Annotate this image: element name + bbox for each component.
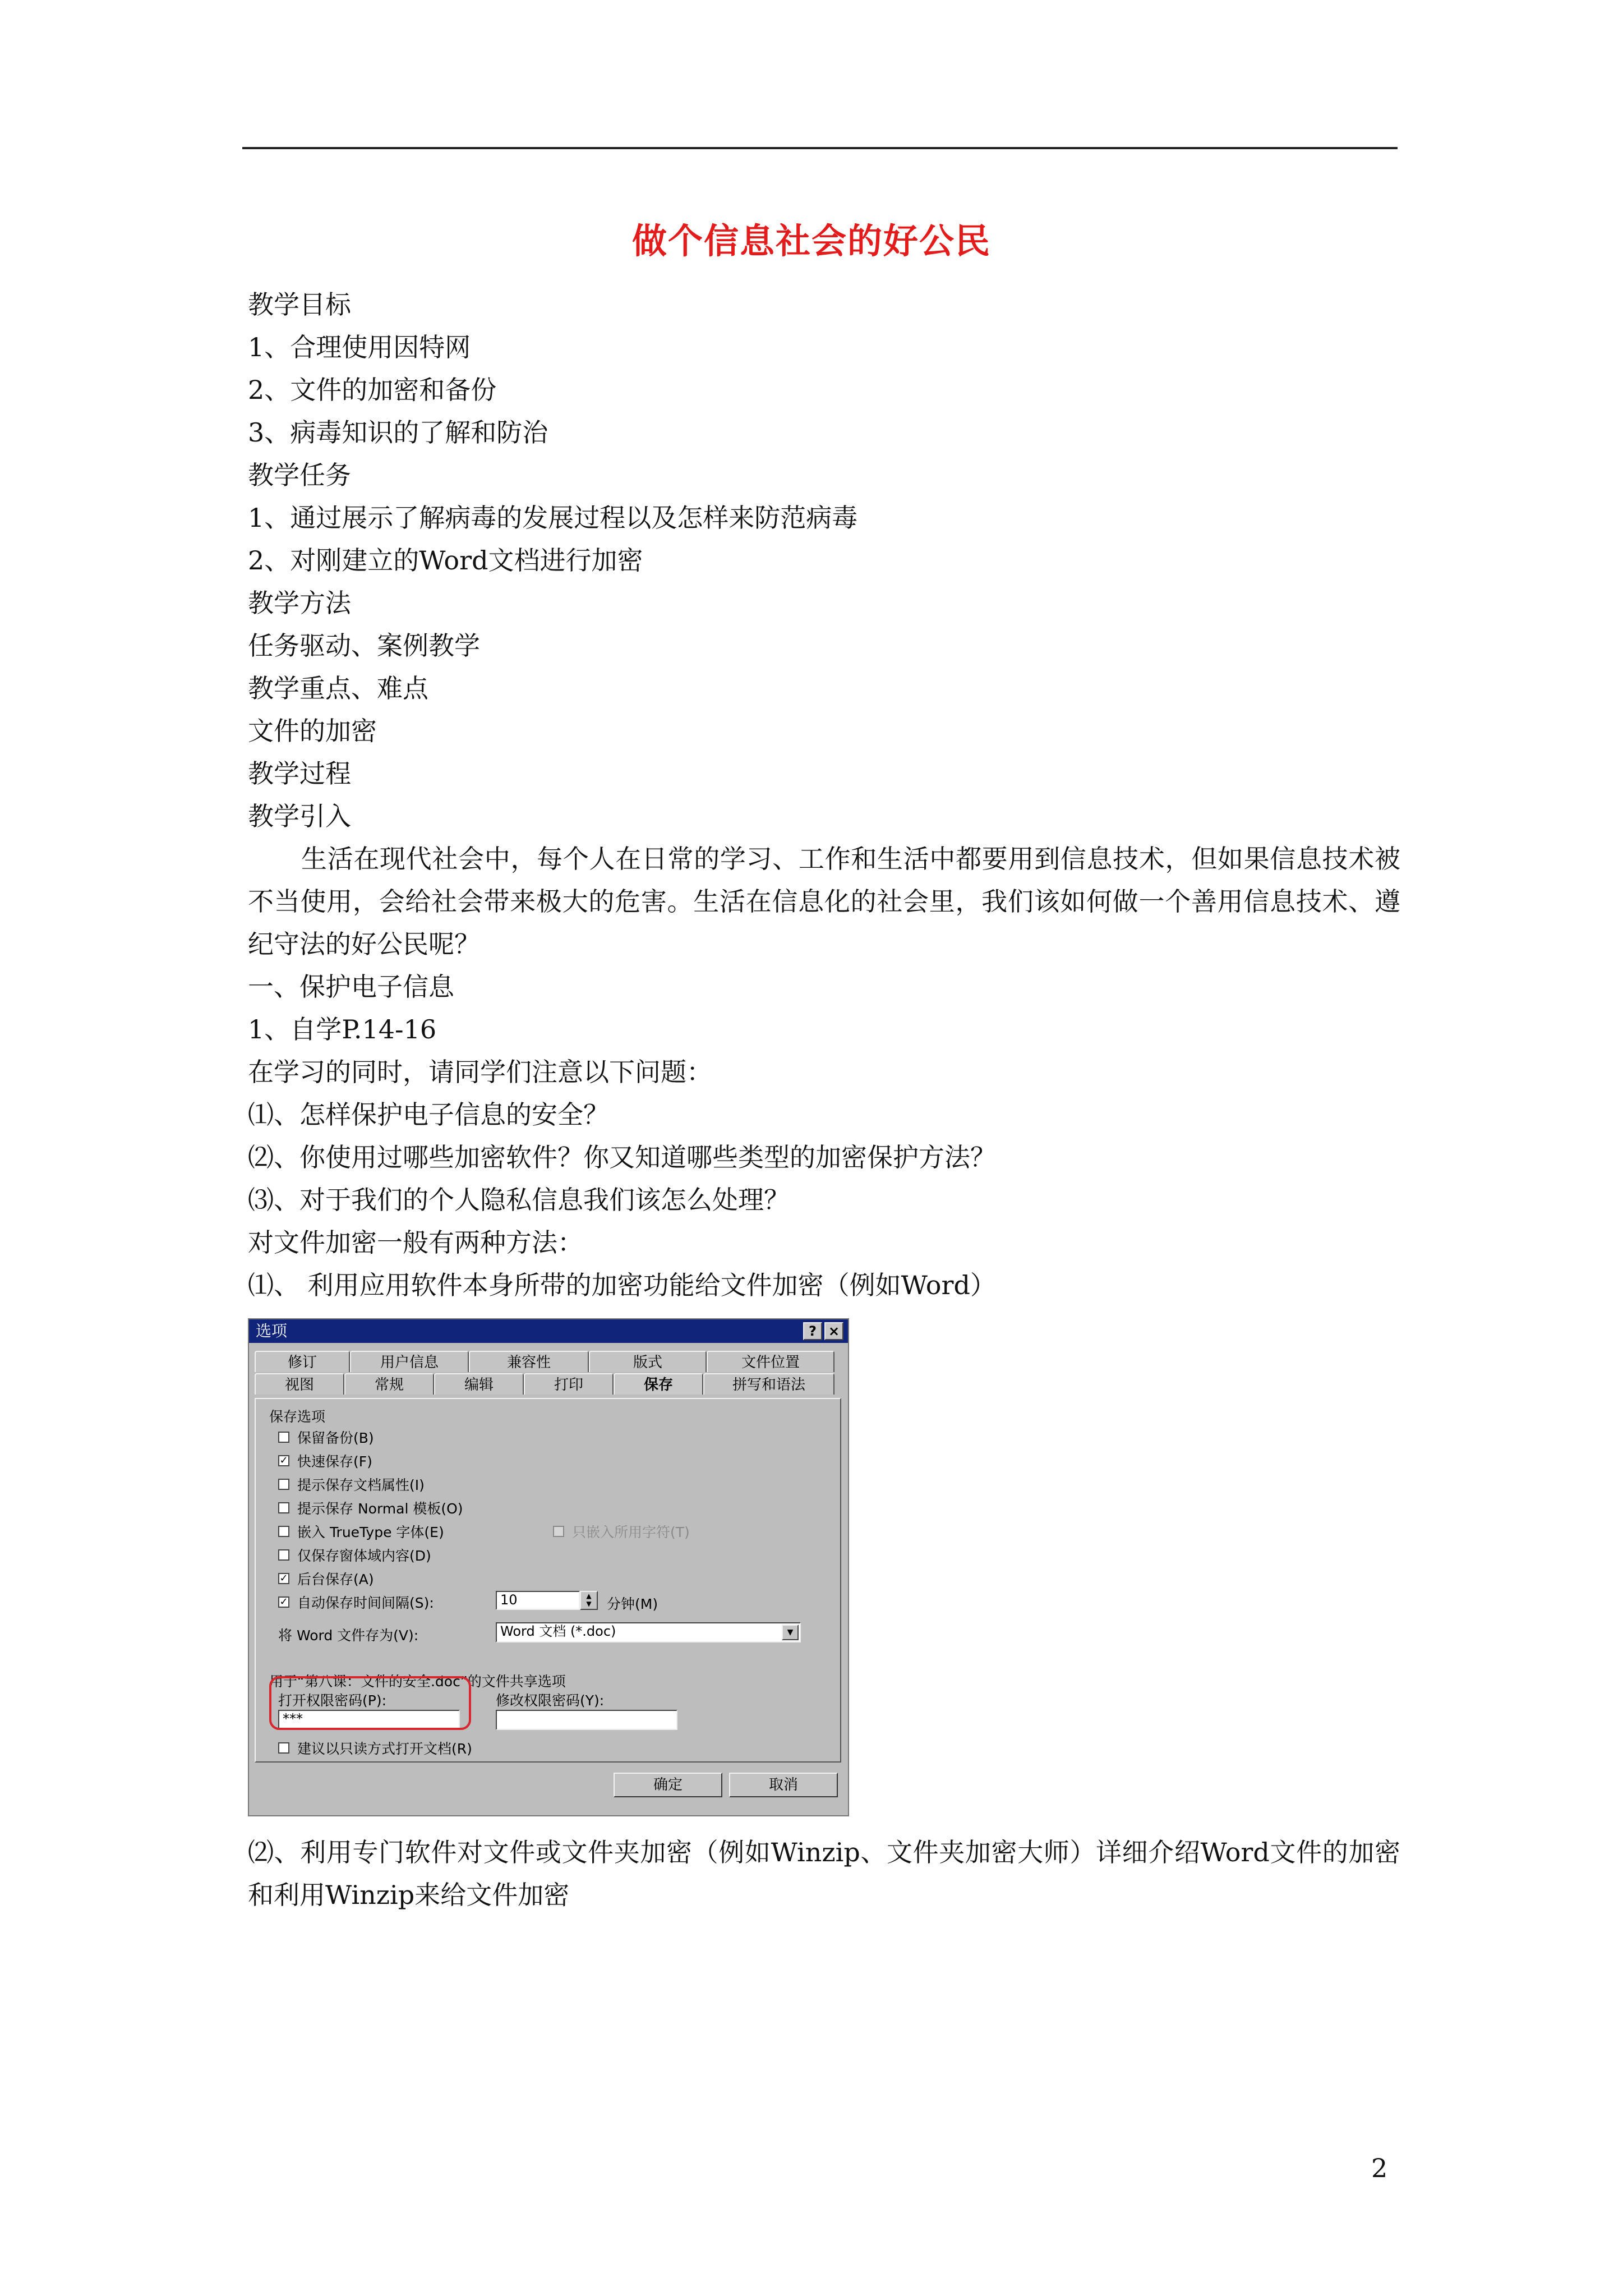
chevron-down-icon[interactable]: ▼	[782, 1625, 799, 1640]
text-line: ⑶、对于我们的个人隐私信息我们该怎么处理？	[248, 1185, 790, 1215]
open-password-label: 打开权限密码(P):	[278, 1692, 387, 1709]
text-line: 任务驱动、案例教学	[248, 631, 480, 661]
option-keep-backup[interactable]: 保留备份(B)	[278, 1427, 374, 1447]
text-line: 教学任务	[248, 460, 351, 490]
option-prompt-properties[interactable]: 提示保存文档属性(I)	[278, 1474, 425, 1494]
checkbox[interactable]	[278, 1549, 289, 1561]
text-line: 1、自学P.14-16	[248, 1014, 437, 1045]
tab-layout[interactable]: 版式	[589, 1351, 707, 1372]
intro-paragraph: 生活在现代社会中，每个人在日常的学习、工作和生活中都要用到信息技术，但如果信息技术被不当使用，会给社会带来极大的危害。生活在信息化的社会里，我们该如何做一个善用信息技术、遵纪守法的好公民呢？	[248, 844, 1400, 959]
highlight-circle	[269, 1676, 471, 1730]
autosave-minutes-input[interactable]: 10	[496, 1591, 580, 1610]
tab-print[interactable]: 打印	[524, 1373, 614, 1395]
close-icon[interactable]: ×	[824, 1322, 843, 1340]
checkbox[interactable]	[278, 1502, 289, 1513]
text-line: 对文件加密一般有两种方法：	[248, 1227, 583, 1258]
tab-row-top	[255, 1351, 834, 1372]
spinner-icon[interactable]: ▲ ▼	[580, 1591, 598, 1610]
cancel-button[interactable]: 取消	[729, 1773, 838, 1797]
option-background-save[interactable]: ✓ 后台保存(A)	[278, 1568, 374, 1589]
section-heading: 一、保护电子信息	[248, 972, 454, 1002]
option-fast-save[interactable]: ✓ 快速保存(F)	[278, 1451, 372, 1471]
text-line: 2、文件的加密和备份	[248, 375, 497, 405]
checkbox-checked[interactable]: ✓	[278, 1596, 289, 1608]
modify-password-input[interactable]	[496, 1710, 677, 1730]
text-line: ⑴、怎样保护电子信息的安全？	[248, 1099, 609, 1130]
tab-spelling-grammar[interactable]: 拼写和语法	[703, 1373, 834, 1395]
text-line: 1、通过展示了解病毒的发展过程以及怎样来防范病毒	[248, 503, 858, 533]
tab-revisions[interactable]: 修订	[255, 1351, 350, 1372]
text-line: 教学目标	[248, 289, 351, 320]
checkbox[interactable]	[278, 1479, 289, 1490]
checkbox-checked[interactable]: ✓	[278, 1573, 289, 1584]
tab-row-bottom	[255, 1373, 834, 1395]
modify-password-label: 修改权限密码(Y):	[496, 1692, 605, 1709]
tab-compatibility[interactable]: 兼容性	[469, 1351, 589, 1372]
tab-save[interactable]: 保存	[614, 1373, 703, 1395]
tab-edit[interactable]: 编辑	[434, 1373, 524, 1395]
text-line: 教学过程	[248, 758, 351, 789]
option-embed-truetype[interactable]: 嵌入 TrueType 字体(E)	[278, 1521, 444, 1542]
text-line: 1、合理使用因特网	[248, 332, 471, 362]
page-title: 做个信息社会的好公民	[631, 220, 991, 261]
tab-general[interactable]: 常规	[344, 1373, 434, 1395]
checkbox-disabled	[553, 1526, 564, 1537]
text-line: 3、病毒知识的了解和防治	[248, 417, 548, 448]
saveas-dropdown[interactable]: Word 文档 (*.doc) ▼	[496, 1622, 801, 1642]
dialog-titlebar	[249, 1319, 848, 1343]
text-line: 文件的加密	[248, 716, 377, 746]
option-prompt-normal[interactable]: 提示保存 Normal 模板(O)	[278, 1498, 463, 1518]
help-icon[interactable]: ?	[803, 1322, 822, 1340]
checkbox-checked[interactable]: ✓	[278, 1455, 289, 1466]
option-embed-used-chars: 只嵌入所用字符(T)	[553, 1521, 690, 1542]
header-rule	[242, 147, 1398, 149]
text-line: ⑵、你使用过哪些加密软件？你又知道哪些类型的加密保护方法？	[248, 1142, 996, 1172]
options-dialog	[248, 1318, 849, 1816]
method-two-paragraph: ⑵、利用专门软件对文件或文件夹加密（例如Winzip、文件夹加密大师）详细介绍Word文件的加密和利用Winzip来给文件加密	[248, 1837, 1400, 1910]
text-line: 2、对刚建立的Word文档进行加密	[248, 545, 643, 576]
text-line: 教学重点、难点	[248, 673, 428, 703]
tab-user-info[interactable]: 用户信息	[350, 1351, 469, 1372]
text-line: 教学引入	[248, 801, 351, 831]
text-line: 在学习的同时，请同学们注意以下问题：	[248, 1057, 712, 1087]
text-line: ⑴、 利用应用软件本身所带的加密功能给文件加密（例如Word）	[248, 1270, 996, 1300]
option-readonly-recommended[interactable]: 建议以只读方式打开文档(R)	[278, 1738, 472, 1758]
option-autosave-interval[interactable]: ✓ 自动保存时间间隔(S):	[278, 1592, 434, 1612]
option-form-data-only[interactable]: 仅保存窗体域内容(D)	[278, 1545, 431, 1565]
share-group-label: 用于“第八课：文件的安全.doc”的文件共享选项	[269, 1673, 566, 1690]
minutes-label: 分钟(M)	[607, 1596, 658, 1612]
open-password-input[interactable]: ***	[278, 1710, 460, 1730]
page-number: 2	[1371, 2153, 1388, 2183]
ok-button[interactable]: 确定	[614, 1773, 722, 1797]
checkbox[interactable]	[278, 1432, 289, 1443]
group-label: 保存选项	[269, 1409, 326, 1425]
checkbox[interactable]	[278, 1742, 289, 1754]
tab-file-locations[interactable]: 文件位置	[707, 1351, 834, 1372]
saveas-label: 将 Word 文件存为(V):	[278, 1627, 419, 1644]
dialog-title: 选项	[256, 1322, 288, 1340]
checkbox[interactable]	[278, 1526, 289, 1537]
text-line: 教学方法	[248, 588, 351, 618]
tab-view[interactable]: 视图	[255, 1373, 344, 1395]
